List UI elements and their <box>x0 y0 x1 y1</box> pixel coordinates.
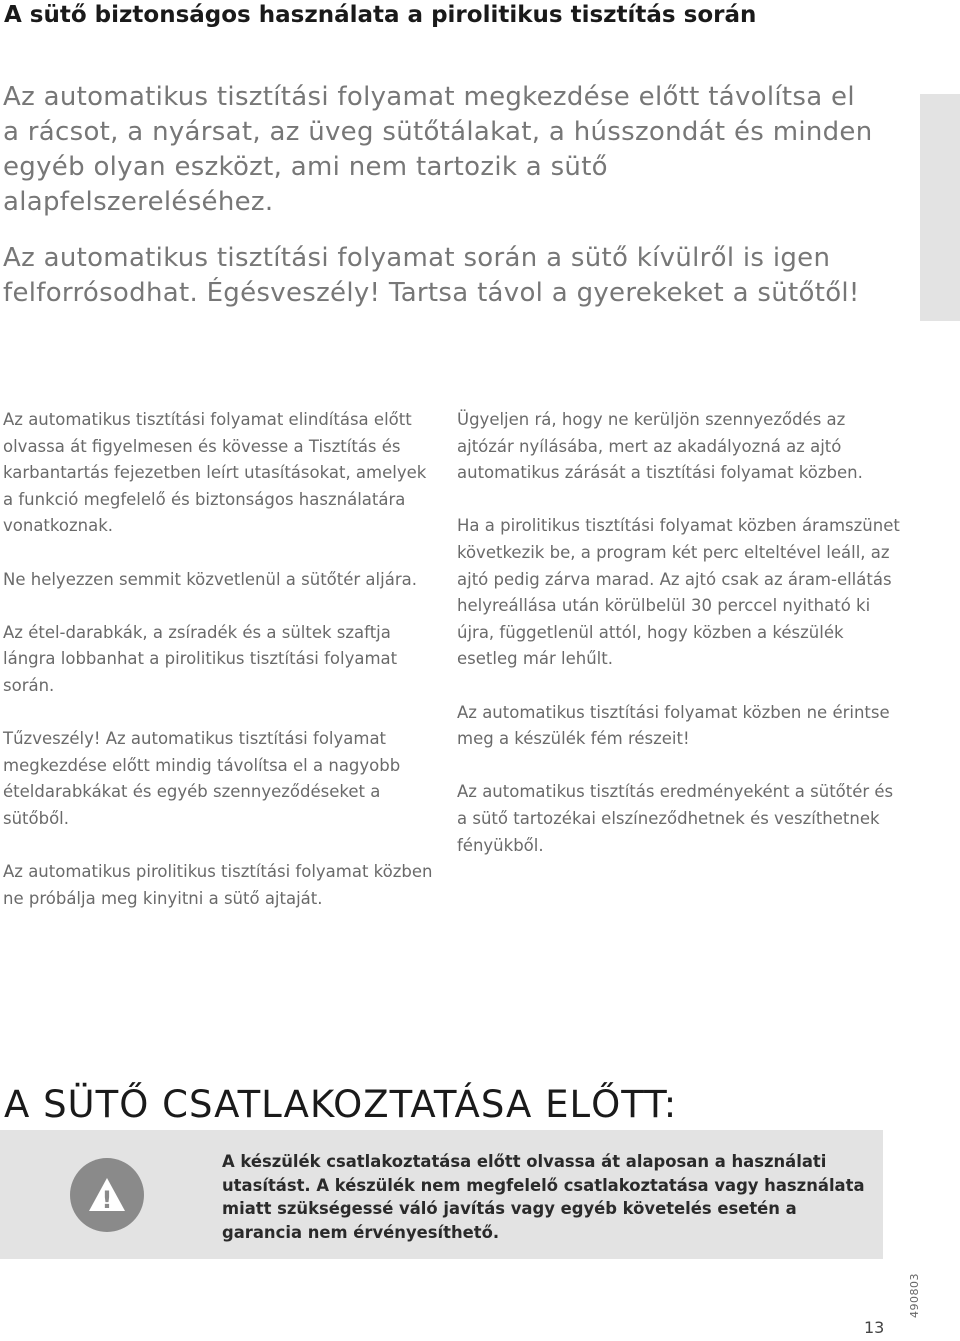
warning-triangle-svg <box>87 1175 127 1215</box>
body-paragraph: Az automatikus pirolitikus tisztítási folyamat közben ne próbálja meg kinyitni a sütő ajtaját. <box>3 862 433 908</box>
page-number: 13 <box>864 1318 885 1337</box>
body-paragraph: Tűzveszély! Az automatikus tisztítási folyamat megkezdése előtt mindig távolítsa el a nagyobb ételdarabkákat és egyéb szennyeződéseket a sütőből. <box>3 729 401 828</box>
warning-paragraphs <box>3 80 873 332</box>
right-column <box>457 407 907 886</box>
warning-paragraph: Az automatikus tisztítási folyamat során a sütő kívülről is igen felforrósodhat. Égésveszély! Tartsa távol a gyerekeket a sütőtől! <box>3 243 860 308</box>
side-tab-marker <box>920 94 960 321</box>
body-paragraph: Az étel-darabkák, a zsíradék és a sültek szaftja lángra lobbanhat a pirolitikus tisztítási folyamat során. <box>3 622 398 695</box>
section-title: A SÜTŐ CSATLAKOZTATÁSA ELŐTT: <box>4 1083 678 1126</box>
warning-exclamation-icon <box>70 1158 144 1232</box>
body-paragraph: Ha a pirolitikus tisztítási folyamat közben áramszünet következik be, a program két perc elteltével leáll, az ajtó pedig zárva marad. Az ajtó csak az áram-ellátás helyreállása után körülbelül 30 perccel nyitható ki újra, függetlenül attól, hogy közben a készülék esetleg már lehűlt. <box>457 516 900 669</box>
body-paragraph: Ne helyezzen semmit közvetlenül a sütőtér aljára. <box>3 569 417 589</box>
warning-glyph: ! <box>101 1186 113 1214</box>
body-paragraph: Az automatikus tisztítási folyamat elindítása előtt olvassa át figyelmesen és kövesse a Tisztítás és karbantartás fejezetben leírt utasításokat, amelyek a funkció megfelelő és biztonságos használatára vonatkoznak. <box>3 410 427 536</box>
notice-text: A készülék csatlakoztatása előtt olvassa át alaposan a használati utasítást. A készülék nem megfelelő csatlakoztatása vagy használata miatt szükségessé váló javítás vagy egyéb követelés esetén a garancia nem érvényesíthető. <box>222 1152 865 1242</box>
page-title: A sütő biztonságos használata a pirolitikus tisztítás során <box>4 2 757 28</box>
document-code: 490803 <box>908 1273 921 1318</box>
left-column <box>3 407 435 939</box>
body-paragraph: Ügyeljen rá, hogy ne kerüljön szennyeződés az ajtózár nyílásába, mert az akadályozná az ajtó automatikus zárását a tisztítási folyamat közben. <box>457 410 863 483</box>
warning-paragraph: Az automatikus tisztítási folyamat megkezdése előtt távolítsa el a rácsot, a nyársat, az üveg sütőtálakat, a hússzondát és minden egyéb olyan eszközt, ami nem tartozik a sütő alapfelszereléséhez. <box>3 82 873 217</box>
body-paragraph: Az automatikus tisztítás eredményeként a sütőtér és a sütő tartozékai elszíneződhetnek és veszíthetnek fényükből. <box>457 782 894 855</box>
notice-box <box>0 1130 883 1259</box>
body-paragraph: Az automatikus tisztítási folyamat közben ne érintse meg a készülék fém részeit! <box>457 702 890 749</box>
